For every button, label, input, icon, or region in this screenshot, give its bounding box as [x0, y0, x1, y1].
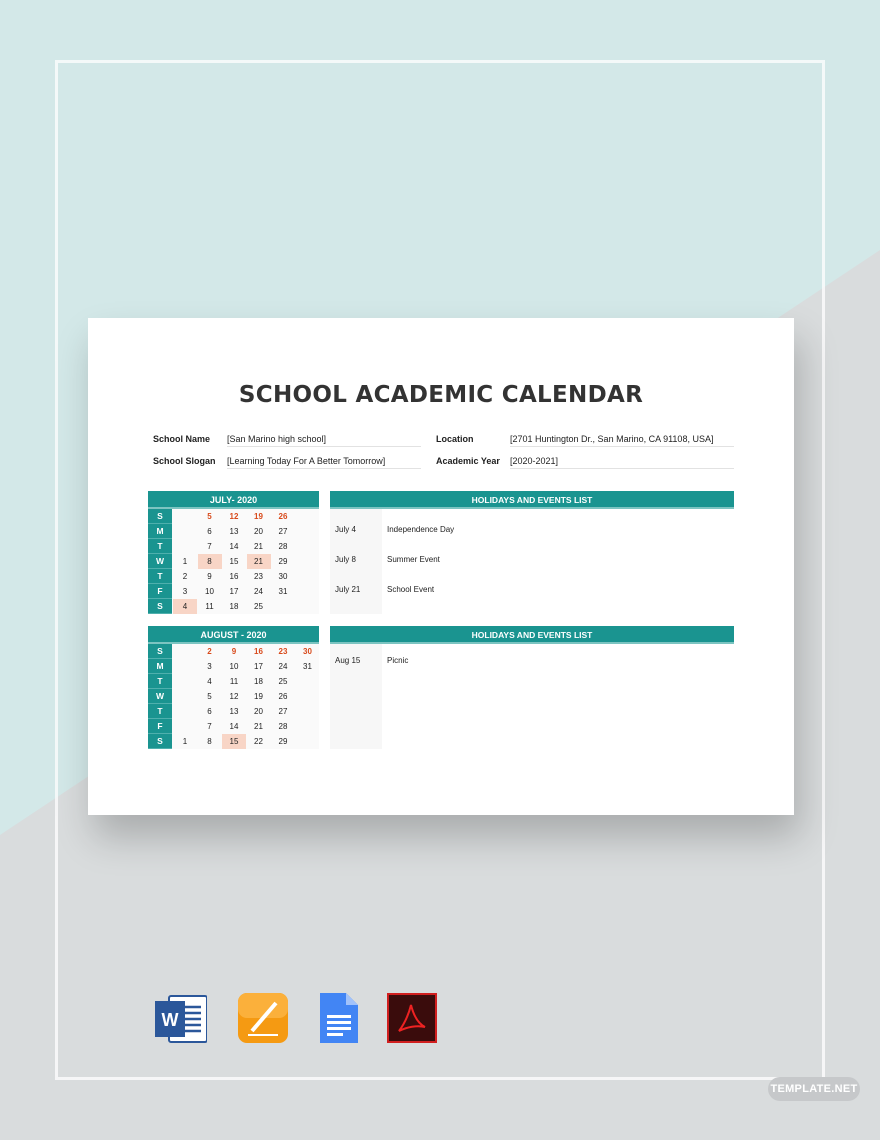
date-cell[interactable]: 23: [278, 647, 288, 656]
date-cell[interactable]: [173, 719, 197, 734]
date-cell[interactable]: 31: [278, 587, 288, 596]
date-cell[interactable]: 25: [254, 602, 263, 611]
event-date: July 4: [335, 525, 356, 534]
academic-year-label: Academic Year: [436, 456, 500, 466]
date-cell[interactable]: 29: [278, 557, 288, 566]
date-cell[interactable]: 13: [229, 707, 239, 716]
calendar-document: [88, 318, 794, 815]
date-cell[interactable]: [173, 509, 197, 524]
date-cell[interactable]: [296, 554, 320, 569]
weekday-label: T: [148, 704, 172, 719]
month-header: JULY- 2020: [148, 491, 319, 509]
date-cell[interactable]: 7: [207, 722, 212, 731]
events-header: HOLIDAYS AND EVENTS LIST: [330, 491, 734, 509]
date-cell[interactable]: [173, 674, 197, 689]
acrobat-pdf-icon[interactable]: [387, 993, 439, 1045]
weekday-label: T: [148, 674, 172, 689]
date-cell[interactable]: 10: [229, 662, 239, 671]
weekday-label: S: [148, 734, 172, 749]
date-cell[interactable]: 16: [229, 572, 239, 581]
date-cell[interactable]: [296, 674, 320, 689]
date-cell[interactable]: 4: [173, 599, 197, 614]
date-cell[interactable]: 8: [198, 554, 222, 569]
events-header: HOLIDAYS AND EVENTS LIST: [330, 626, 734, 644]
date-cell[interactable]: 5: [207, 512, 212, 521]
date-cell[interactable]: 19: [254, 512, 263, 521]
date-cell[interactable]: 15: [222, 734, 246, 749]
event-name: Picnic: [387, 656, 409, 665]
date-cell[interactable]: 20: [254, 707, 263, 716]
date-cell[interactable]: 10: [205, 587, 214, 596]
date-cell[interactable]: 1: [182, 737, 188, 746]
event-name: School Event: [387, 585, 435, 594]
event-name: Independence Day: [387, 525, 455, 534]
location-label: Location: [436, 434, 474, 444]
date-cell[interactable]: [296, 509, 320, 524]
date-cell[interactable]: [296, 704, 320, 719]
school-name-value: [San Marino high school]: [227, 434, 421, 447]
date-cell[interactable]: 26: [278, 512, 288, 521]
date-cell[interactable]: 3: [207, 662, 212, 671]
weekday-label: T: [148, 569, 172, 584]
date-cell[interactable]: 30: [303, 647, 312, 656]
date-cell[interactable]: [173, 524, 197, 539]
weekday-label: W: [148, 689, 172, 704]
date-cell[interactable]: 9: [207, 572, 212, 581]
event-date: July 21: [335, 585, 361, 594]
academic-year-value: [2020-2021]: [510, 456, 734, 469]
weekday-label: S: [148, 599, 172, 614]
document-title: SCHOOL ACADEMIC CALENDAR: [238, 382, 644, 408]
month-header: AUGUST - 2020: [148, 626, 319, 644]
event-name: Summer Event: [387, 555, 440, 564]
date-cell[interactable]: [296, 524, 320, 539]
date-cell[interactable]: 3: [182, 587, 188, 596]
weekday-label: F: [148, 719, 172, 734]
date-cell[interactable]: 31: [303, 662, 312, 671]
date-cell[interactable]: 20: [254, 527, 263, 536]
date-cell[interactable]: 21: [254, 722, 263, 731]
date-cell[interactable]: [296, 569, 320, 584]
date-cell[interactable]: [173, 659, 197, 674]
pages-icon[interactable]: [238, 993, 290, 1045]
event-date: July 8: [335, 555, 356, 564]
date-cell[interactable]: 4: [207, 677, 212, 686]
date-cell[interactable]: [296, 599, 320, 614]
date-cell[interactable]: 9: [231, 647, 237, 656]
date-cell[interactable]: 27: [278, 527, 288, 536]
date-cell[interactable]: [296, 689, 320, 704]
weekday-label: S: [148, 509, 172, 524]
date-cell[interactable]: 28: [278, 722, 288, 731]
date-cell[interactable]: [173, 644, 197, 659]
date-cell[interactable]: 30: [278, 572, 288, 581]
date-cell[interactable]: 12: [229, 692, 239, 701]
date-cell[interactable]: 16: [254, 647, 263, 656]
event-date: Aug 15: [335, 656, 361, 665]
school-name-label: School Name: [153, 434, 211, 444]
date-cell[interactable]: 13: [229, 527, 239, 536]
date-cell[interactable]: 5: [207, 692, 212, 701]
date-cell[interactable]: [296, 584, 320, 599]
date-cell[interactable]: 14: [229, 542, 239, 551]
svg-text:W: W: [161, 1010, 179, 1030]
school-slogan-label: School Slogan: [153, 456, 216, 466]
date-cell[interactable]: 6: [207, 707, 212, 716]
date-cell[interactable]: 2: [207, 647, 212, 656]
date-cell[interactable]: 21: [247, 554, 271, 569]
weekday-label: S: [148, 644, 172, 659]
date-cell[interactable]: 21: [254, 542, 263, 551]
date-cell[interactable]: [173, 704, 197, 719]
date-cell[interactable]: 7: [207, 542, 212, 551]
date-cell[interactable]: 23: [254, 572, 263, 581]
date-cell[interactable]: [173, 539, 197, 554]
date-cell[interactable]: 11: [229, 677, 239, 686]
date-cell[interactable]: 14: [229, 722, 239, 731]
location-value: [2701 Huntington Dr., San Marino, CA 91108, USA]: [510, 434, 734, 447]
school-slogan-value: [Learning Today For A Better Tomorrow]: [227, 456, 421, 469]
date-cell[interactable]: 26: [278, 692, 288, 701]
date-cell[interactable]: 12: [229, 512, 239, 521]
date-cell[interactable]: 22: [254, 737, 263, 746]
date-cell[interactable]: 8: [207, 737, 212, 746]
date-cell[interactable]: 27: [278, 707, 288, 716]
date-cell[interactable]: 29: [278, 737, 288, 746]
date-cell[interactable]: [271, 599, 295, 614]
weekday-label: T: [148, 539, 172, 554]
date-cell[interactable]: 18: [254, 677, 263, 686]
date-cell[interactable]: 24: [254, 587, 263, 596]
date-cell[interactable]: [296, 719, 320, 734]
date-cell[interactable]: 17: [229, 587, 239, 596]
date-cell[interactable]: 15: [229, 557, 239, 566]
weekday-label: M: [148, 659, 172, 674]
date-cell[interactable]: [296, 734, 320, 749]
google-docs-icon[interactable]: [316, 993, 368, 1045]
watermark-badge: TEMPLATE.NET: [768, 1077, 860, 1101]
date-cell[interactable]: 1: [182, 557, 188, 566]
date-cell[interactable]: 19: [254, 692, 263, 701]
date-cell[interactable]: 17: [254, 662, 263, 671]
word-icon[interactable]: [155, 993, 207, 1045]
date-cell[interactable]: 11: [205, 602, 214, 611]
weekday-label: W: [148, 554, 172, 569]
date-cell[interactable]: 25: [278, 677, 288, 686]
date-cell[interactable]: 18: [229, 602, 239, 611]
date-cell[interactable]: 6: [207, 527, 212, 536]
date-cell[interactable]: 24: [278, 662, 288, 671]
weekday-label: F: [148, 584, 172, 599]
date-cell[interactable]: 2: [182, 572, 188, 581]
date-cell[interactable]: [173, 689, 197, 704]
weekday-label: M: [148, 524, 172, 539]
date-cell[interactable]: 28: [278, 542, 288, 551]
date-cell[interactable]: [296, 539, 320, 554]
